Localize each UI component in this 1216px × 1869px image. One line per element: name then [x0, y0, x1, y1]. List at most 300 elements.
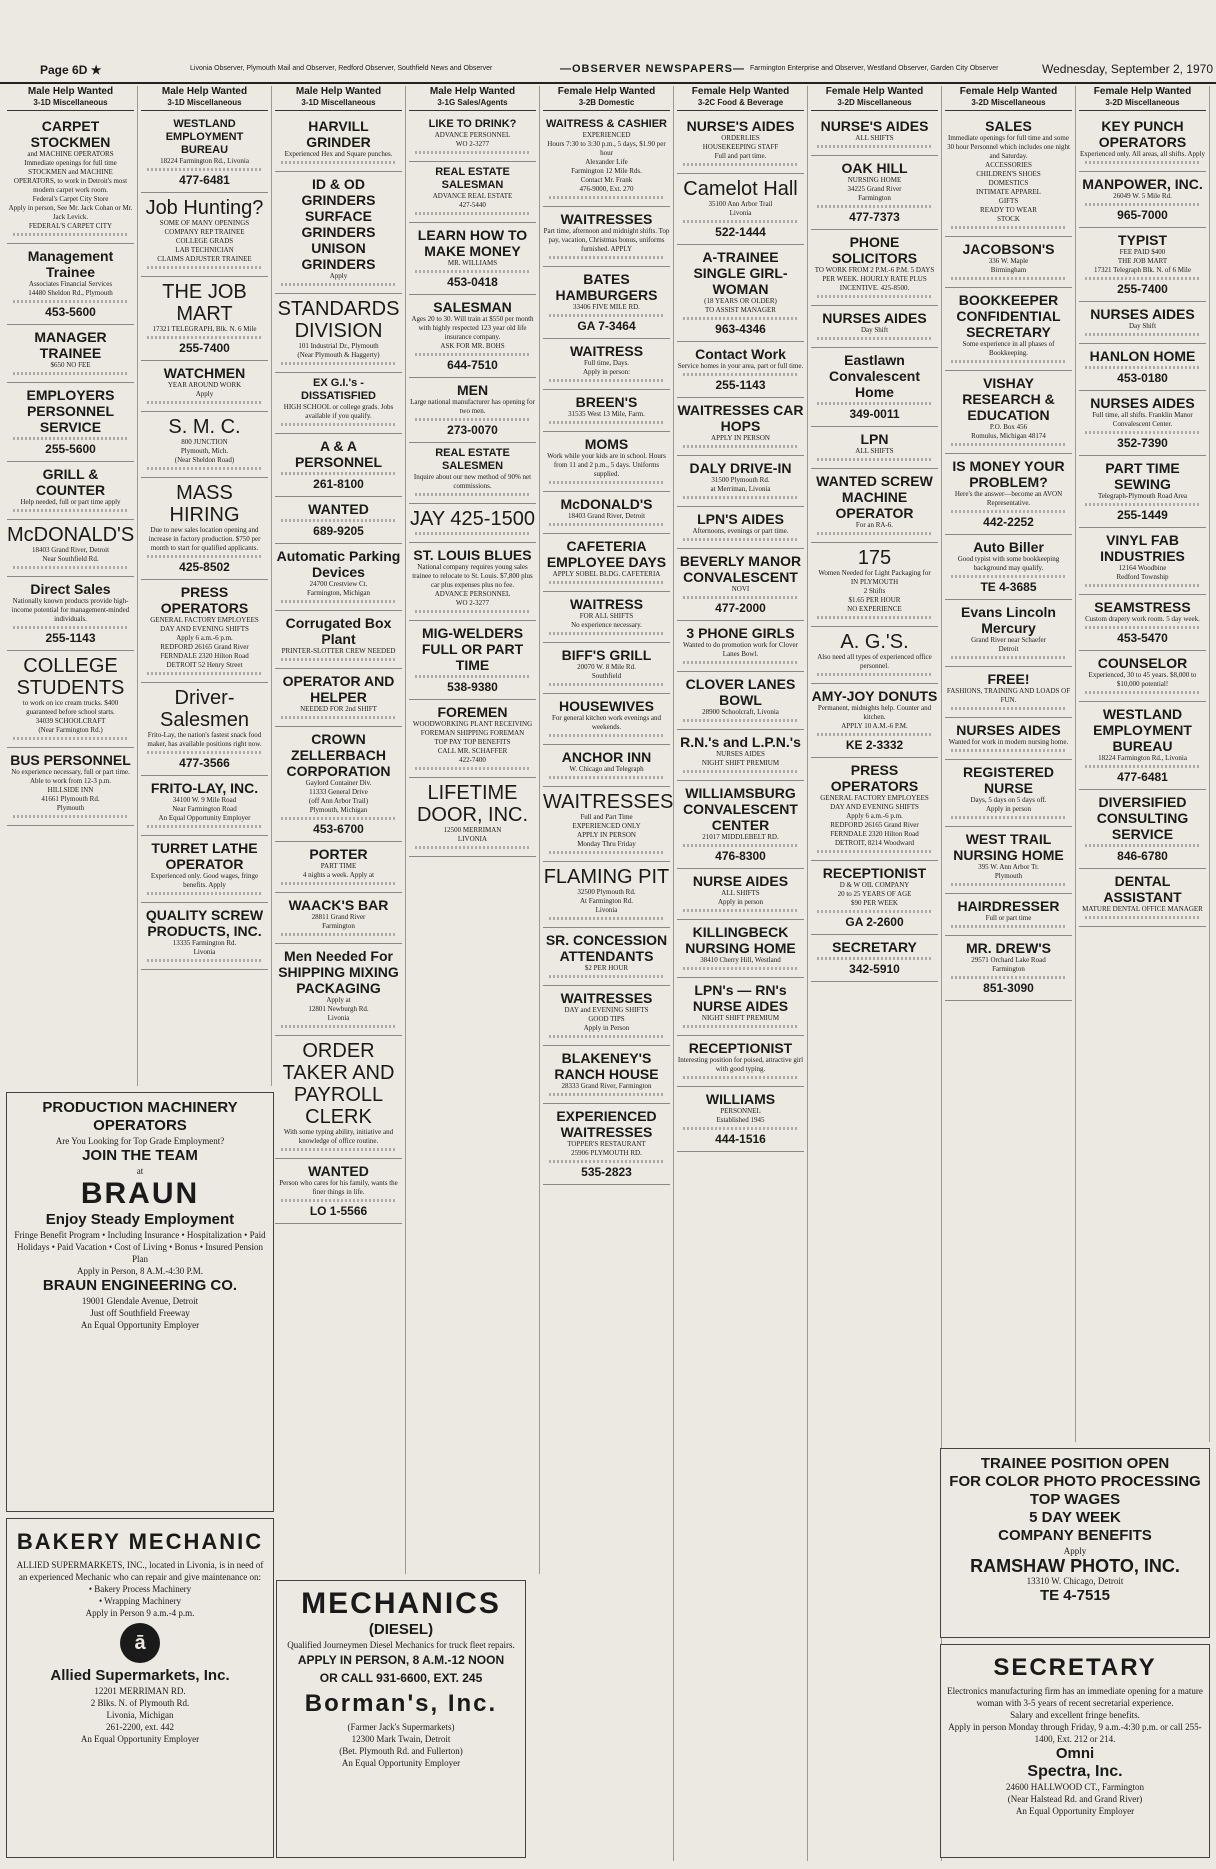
ad-text-line: Apply at: [326, 996, 351, 1004]
ad-text-line: P.O. Box 456: [989, 423, 1028, 431]
classified-ad: [275, 611, 402, 669]
ad-text-line: D & W OIL COMPANY: [839, 881, 910, 889]
fine-print: [817, 145, 932, 148]
ad-text-line: and MACHINE OPERATORS: [27, 150, 114, 158]
ad-headline: VISHAY RESEARCH & EDUCATION: [962, 375, 1055, 423]
classified-ad: [275, 1036, 402, 1159]
ad-text-line: Apply in Person: [583, 1024, 630, 1032]
ad-headline: McDONALD'S: [560, 496, 653, 512]
bakery-item-1: • Bakery Process Machinery: [88, 1584, 192, 1594]
ad-headline: NURSES AIDES: [1090, 395, 1195, 411]
classified-ad: [409, 621, 536, 700]
ad-text-line: ADVANCE PERSONNEL: [434, 590, 511, 598]
classified-ad: [543, 1104, 670, 1185]
fine-print: [817, 532, 932, 535]
classified-column: [674, 86, 808, 1861]
ad-headline: MANAGER TRAINEE: [34, 329, 107, 361]
column-heading: [275, 86, 402, 111]
ad-headline: ID & OD GRINDERS SURFACE GRINDERS UNISON GRINDERS: [301, 176, 376, 272]
ad-headline: Management Trainee: [27, 248, 114, 280]
ad-text-line: Near Southfield Rd.: [42, 555, 99, 563]
ad-text-line: Help needed, full or part time apply: [20, 498, 121, 506]
ad-headline: CLOVER LANES BOWL: [685, 676, 796, 708]
ad-text-line: LIVONIA: [457, 835, 488, 843]
ad-headline: NURSES AIDES: [956, 722, 1061, 738]
classified-ad: [409, 778, 536, 857]
ad-headline: WEST TRAIL NURSING HOME: [953, 831, 1064, 863]
braun-steady: Enjoy Steady Employment: [45, 1211, 235, 1228]
ad-text-line: Also need all types of experienced office personnel.: [817, 653, 932, 670]
classified-ad: [275, 893, 402, 944]
braun-title: PRODUCTION MACHINERY OPERATORS: [42, 1099, 238, 1134]
ad-phone: 255-7400: [1117, 282, 1168, 296]
fine-print: [1085, 844, 1200, 847]
classified-ad: [811, 306, 938, 348]
ad-text-line: ADVANCE REAL ESTATE: [432, 192, 513, 200]
classified-ad: [543, 862, 670, 928]
column-heading: [945, 86, 1072, 111]
ad-text-line: 33406 FIVE MILE RD.: [573, 303, 640, 311]
classified-ad: [1079, 790, 1206, 869]
column-heading-title: Male Help Wanted: [27, 86, 114, 97]
column-heading: [409, 86, 536, 111]
mechanics-directions: (Bet. Plymouth Rd. and Fullerton): [339, 1746, 463, 1756]
braun-eeo: An Equal Opportunity Employer: [80, 1320, 200, 1330]
ad-text-line: Apply: [195, 390, 214, 398]
ad-text-line: ALL SHIFTS: [721, 889, 760, 897]
fine-print: [147, 672, 262, 675]
ad-text-line: IN PLYMOUTH: [850, 578, 899, 586]
ad-text-line: LAB TECHNICIAN: [175, 246, 234, 254]
ad-text-line: Contact Mr. Frank: [580, 176, 633, 184]
ad-headline: SALESMAN: [433, 299, 512, 315]
ad-headline: BOOKKEEPER CONFIDENTIAL SECRETARY: [956, 292, 1061, 340]
classified-ad: [543, 787, 674, 862]
fine-print: [817, 337, 932, 340]
ad-text-line: Service homes in your area, part or full time.: [677, 362, 804, 370]
fine-print: [1085, 277, 1200, 280]
column-heading-sub: 3-2D Miscellaneous: [1105, 98, 1180, 107]
bakery-address-2: 2 Blks. N. of Plymouth Rd.: [90, 1698, 190, 1708]
classified-ad: [1079, 595, 1206, 651]
ad-text-line: REDFORD 26165 Grand River: [830, 821, 919, 829]
ad-text-line: ALL SHIFTS: [855, 134, 894, 142]
spectra-address: 24600 HALLWOOD CT., Farmington: [1006, 1782, 1144, 1792]
fine-print: [683, 909, 798, 912]
fine-print: [549, 314, 664, 317]
fine-print: [549, 256, 664, 259]
classified-ad: [543, 114, 670, 207]
fine-print: [683, 538, 798, 541]
ad-phone: 444-1516: [715, 1132, 766, 1146]
classified-ad: [1079, 302, 1206, 344]
ad-phone: GA 2-2600: [845, 915, 904, 929]
ad-text-line: Grand River near Schaefer: [971, 636, 1046, 644]
classified-ad: [677, 245, 804, 342]
ad-text-line: Interesting position for poised, attractive girl with good typing.: [677, 1056, 804, 1073]
ad-text-line: DETROIT, 8214 Woodward: [834, 839, 915, 847]
classified-ad: [543, 267, 670, 339]
ad-phone: GA 7-3464: [577, 319, 636, 333]
classified-ad: [543, 492, 670, 534]
paper-list-left: Livonia Observer, Plymouth Mail and Observer, Redford Observer, Southfield News and Observer: [190, 65, 493, 72]
fine-print: [415, 493, 530, 496]
ad-text-line: Livonia: [729, 209, 752, 217]
ad-headline: TYPIST: [1117, 232, 1167, 248]
ad-text-line: 35100 Ann Arbor Trail: [708, 200, 773, 208]
ad-text-line: 17321 TELEGRAPH, Blk. N. 6 Mile: [152, 325, 257, 333]
fine-print: [147, 892, 262, 895]
ad-text-line: FASHIONS, TRAINING AND LOADS OF FUN.: [946, 687, 1071, 704]
classified-ad: [141, 114, 268, 193]
fine-print: [951, 925, 1066, 928]
ad-text-line: Here's the answer—become an AVON Representative.: [954, 490, 1063, 507]
classified-ad: [409, 700, 536, 778]
ad-headline: WESTLAND EMPLOYMENT BUREAU: [1093, 706, 1192, 754]
mechanics-eeo: An Equal Opportunity Employer: [341, 1758, 461, 1768]
classified-ad: [275, 373, 402, 434]
ad-headline: MIG-WELDERS FULL OR PART TIME: [421, 625, 524, 673]
ad-text-line: Experienced only. All areas, all shifts. Apply: [1080, 150, 1205, 158]
classified-ad: [409, 504, 536, 543]
fine-print: [549, 196, 664, 199]
fine-print: [415, 353, 530, 356]
ad-text-line: Immediate openings for full time and some 30 hour Personnel which includes one night and Saturday.: [947, 134, 1070, 160]
ad-text-line: Full and part time.: [714, 152, 767, 160]
ad-text-line: Wanted for work in modern nursing home.: [948, 738, 1069, 746]
ad-headline: 175: [857, 547, 892, 569]
ad-headline: DIVERSIFIED CONSULTING SERVICE: [1096, 794, 1189, 842]
ad-text-line: ADVANCE PERSONNEL: [434, 131, 511, 139]
ad-headline: WILLIAMS: [705, 1091, 776, 1107]
ad-headline: LEARN HOW TO MAKE MONEY: [417, 227, 528, 259]
mechanics-company: Borman's, Inc.: [304, 1690, 498, 1717]
classified-ad: [677, 174, 804, 245]
ad-text-line: Plymouth, Michigan: [309, 806, 368, 814]
column-heading: [7, 86, 134, 111]
classified-ad: [811, 469, 938, 543]
ad-text-line: ASK FOR MR. BOHS: [440, 342, 505, 350]
ad-text-line: Southfield: [591, 672, 622, 680]
classified-ad: [543, 694, 670, 745]
ad-text-line: 24700 Crestview Ct.: [309, 580, 368, 588]
ad-text-line: Apply in person, See Mr. Jack Cohan or Mr. Jack Levick.: [8, 204, 133, 221]
ad-headline: FREE!: [987, 671, 1030, 687]
classified-ad: [543, 390, 670, 432]
column-heading-title: Female Help Wanted: [825, 86, 924, 97]
ad-text-line: Days, 5 days on 5 days off.: [970, 796, 1047, 804]
fine-print: [1085, 203, 1200, 206]
fine-print: [951, 883, 1066, 886]
ad-text-line: NURSES AIDES: [716, 750, 765, 758]
fine-print: [951, 575, 1066, 578]
ad-text-line: 18403 Grand River, Detroit: [567, 512, 646, 520]
ad-text-line: STOCK: [997, 215, 1020, 223]
classified-ad: [141, 683, 268, 776]
classified-ad: [677, 730, 804, 781]
fine-print: [415, 418, 530, 421]
fine-print: [683, 967, 798, 970]
ad-text-line: ORDERLIES: [721, 134, 760, 142]
column-heading-title: Female Help Wanted: [557, 86, 656, 97]
classified-column: [942, 86, 1076, 1442]
ad-phone: 522-1444: [715, 225, 766, 239]
ad-headline: LPN: [860, 431, 889, 447]
classified-ad: [811, 543, 938, 627]
classified-ad: [141, 836, 268, 903]
fine-print: [817, 295, 932, 298]
classified-ad: [7, 651, 134, 748]
masthead: —OBSERVER NEWSPAPERS—: [560, 63, 746, 75]
ad-text-line: to work on ice cream trucks. $400 guaranteed before school starts.: [22, 699, 119, 716]
ad-text-line: 26049 W. 5 Mile Rd.: [1113, 192, 1172, 200]
classified-ad: [677, 978, 804, 1036]
classified-ad: [677, 1036, 804, 1087]
ad-headline: FRITO-LAY, INC.: [150, 780, 259, 796]
ad-text-line: 41661 Plymouth Rd.: [41, 795, 100, 803]
fine-print: [817, 402, 932, 405]
braun-apply: Apply in Person, 8 A.M.-4:30 P.M.: [76, 1266, 203, 1276]
classified-ad: [945, 288, 1072, 371]
page-header: [0, 60, 1216, 84]
ramshaw-photo-ad: [940, 1448, 1210, 1638]
classified-ad: [7, 325, 134, 383]
ad-text-line: Plymouth: [994, 872, 1023, 880]
ad-text-line: PERSONNEL: [720, 1107, 761, 1115]
ad-text-line: 18224 Farmington Rd., Livonia: [1098, 754, 1187, 762]
fine-print: [13, 233, 128, 236]
ad-headline: REAL ESTATE SALESMAN: [435, 166, 510, 191]
classified-ad: [1079, 456, 1206, 528]
ad-text-line: ACCESSORIES: [985, 161, 1032, 169]
ad-text-line: 34039 SCHOOLCRAFT: [35, 717, 106, 725]
mechanics-subsidiary: (Farmer Jack's Supermarkets): [347, 1722, 455, 1732]
ad-headline: BREEN'S: [575, 394, 638, 410]
fine-print: [415, 767, 530, 770]
classified-ad: [543, 928, 670, 986]
ad-phone: 255-7400: [179, 341, 230, 355]
ad-text-line: 14480 Sheldon Rd., Plymouth: [28, 289, 113, 297]
ad-headline: Contact Work: [695, 346, 786, 362]
classified-ad: [811, 230, 938, 306]
ad-text-line: W. Chicago and Telegraph: [569, 765, 644, 773]
fine-print: [281, 1199, 396, 1202]
ad-headline: Evans Lincoln Mercury: [961, 604, 1056, 636]
ad-headline: WAACK'S BAR: [288, 897, 389, 913]
classified-ad: [409, 114, 536, 162]
classified-ad: [1079, 528, 1206, 595]
classified-ad: [275, 669, 402, 727]
fine-print: [415, 675, 530, 678]
ad-text-line: Women Needed for Light Packaging for: [818, 569, 931, 577]
ad-phone: 851-3090: [983, 981, 1034, 995]
ad-headline: Direct Sales: [30, 581, 111, 597]
ad-text-line: NIGHT SHIFT PREMIUM: [701, 1014, 780, 1022]
ad-text-line: APPLY IN PERSON: [577, 831, 636, 839]
classified-ad: [1079, 114, 1206, 172]
ad-headline: FLAMING PIT: [543, 866, 670, 888]
classified-ad: [141, 412, 268, 478]
ad-headline: CAFETERIA EMPLOYEE DAYS: [546, 538, 667, 570]
secretary-desc: Electronics manufacturing firm has an immediate opening for a mature woman with 3-5 years of recent secretarial experience.: [947, 1686, 1203, 1708]
ad-headline: REGISTERED NURSE: [962, 764, 1054, 796]
classified-ad: [141, 193, 268, 277]
ad-headline: EXPERIENCED WAITRESSES: [556, 1108, 657, 1140]
ad-phone: 453-0180: [1117, 371, 1168, 385]
classified-ad: [811, 861, 938, 935]
classified-ad: [543, 1046, 670, 1104]
ad-headline: COUNSELOR: [1097, 655, 1188, 671]
column-heading-sub: 3-2D Miscellaneous: [971, 98, 1046, 107]
ad-text-line: Farmington: [992, 965, 1025, 973]
classified-column: [406, 86, 540, 1574]
ad-headline: Eastlawn Convalescent Home: [828, 352, 921, 400]
fine-print: [683, 1127, 798, 1130]
ad-text-line: PART TIME: [320, 862, 357, 870]
ad-text-line: An Equal Opportunity Employer: [158, 814, 251, 822]
fine-print: [147, 959, 262, 962]
classified-ad: [677, 342, 804, 398]
fine-print: [549, 379, 664, 382]
classified-ad: [811, 348, 938, 427]
ad-text-line: 18224 Farmington Rd., Livonia: [160, 157, 249, 165]
ad-headline: WANTED: [308, 1163, 369, 1179]
ad-text-line: Due to new sales location opening and increase in factory production. $750 per month to start for qualified applicants.: [148, 526, 261, 552]
classified-ad: [7, 462, 134, 520]
classified-ad: [141, 277, 268, 361]
ad-text-line: 31535 West 13 Mile, Farm.: [568, 410, 645, 418]
bakery-eeo: An Equal Opportunity Employer: [80, 1734, 200, 1744]
fine-print: [281, 1148, 396, 1151]
column-heading-sub: 3-1D Miscellaneous: [33, 98, 108, 107]
mechanics-title: MECHANICS: [301, 1587, 501, 1620]
classified-ad: [677, 456, 804, 507]
ad-text-line: Livonia: [595, 906, 618, 914]
ad-text-line: Gaylord Container Div.: [305, 779, 372, 787]
fine-print: [13, 815, 128, 818]
bakery-title: BAKERY MECHANIC: [16, 1529, 264, 1554]
fine-print: [415, 610, 530, 613]
ad-text-line: 38410 Cherry Hill, Westland: [700, 956, 781, 964]
ad-headline: WAITRESS: [569, 343, 644, 359]
bakery-phone: 261-2200, ext. 442: [106, 1722, 174, 1732]
ad-phone: 689-9205: [313, 524, 364, 538]
classified-ad: [945, 827, 1072, 894]
trainee-apply: Apply: [1063, 1546, 1087, 1556]
ad-text-line: Near Farmington Road: [172, 805, 237, 813]
column-heading: [677, 86, 804, 111]
ad-phone: LO 1-5566: [309, 1204, 368, 1218]
ad-headline: EMPLOYERS PERSONNEL SERVICE: [26, 387, 115, 435]
ad-headline: JAY 425-1500: [410, 508, 535, 530]
fine-print: [281, 882, 396, 885]
fine-print: [281, 283, 396, 286]
fine-print: [147, 467, 262, 470]
ad-headline: PHONE SOLICITORS: [831, 234, 918, 266]
ad-text-line: 28333 Grand River, Farmington: [561, 1082, 652, 1090]
ad-headline: HOUSEWIVES: [559, 698, 654, 714]
ad-text-line: Ages 20 to 30. Will train at $550 per month with highly respected 123 year old life insurance company.: [411, 315, 534, 341]
fine-print: [147, 336, 262, 339]
ad-text-line: APPLY 10 A.M.-6 P.M.: [841, 722, 908, 730]
classified-ad: [275, 944, 402, 1036]
ad-text-line: National company requires young sales trainee to relocate to St. Louis. $7,800 plus car plus expenses plus no fee.: [412, 563, 533, 589]
classified-ad: [677, 621, 804, 672]
fine-print: [1085, 916, 1200, 919]
fine-print: [683, 770, 798, 773]
fine-print: [549, 734, 664, 737]
ad-text-line: Afternoons, evenings or part time.: [692, 527, 789, 535]
fine-print: [683, 596, 798, 599]
classified-ad: [811, 156, 938, 230]
ad-text-line: HOUSEKEEPING STAFF: [702, 143, 779, 151]
fine-print: [951, 656, 1066, 659]
ad-headline: A & A PERSONNEL: [294, 438, 383, 470]
ad-headline: RECEPTIONIST: [822, 865, 927, 881]
trainee-wages: TOP WAGES: [1029, 1491, 1121, 1508]
classified-ad: [677, 672, 804, 730]
ad-headline: SEAMSTRESS: [1094, 599, 1191, 615]
classified-ad: [945, 760, 1072, 827]
ad-text-line: Apply: [329, 272, 348, 280]
ad-text-line: at Merriman, Livonia: [710, 485, 771, 493]
classified-ad: [945, 718, 1072, 760]
ad-phone: 965-7000: [1117, 208, 1168, 222]
classified-ad: [275, 434, 402, 497]
ad-phone: 477-2000: [715, 601, 766, 615]
fine-print: [549, 683, 664, 686]
classified-ad: [811, 935, 938, 982]
ad-text-line: Livonia: [327, 1014, 350, 1022]
ad-phone: KE 2-3332: [845, 738, 904, 752]
ad-text-line: Custom drapery work room. 5 day week.: [1085, 615, 1200, 623]
fine-print: [951, 226, 1066, 229]
ad-headline: A. G.'S.: [840, 631, 909, 653]
fine-print: [817, 733, 932, 736]
ad-text-line: For general kitchen work evenings and weekends.: [551, 714, 662, 731]
ad-headline: DENTAL ASSISTANT: [1103, 873, 1182, 905]
ad-headline: LPN'S AIDES: [697, 511, 784, 527]
fine-print: [281, 519, 396, 522]
classified-ad: [543, 592, 670, 643]
ad-text-line: GIFTS: [998, 197, 1019, 205]
ad-text-line: DETROIT 52 Henry Street: [166, 661, 243, 669]
ad-headline: TURRET LATHE OPERATOR: [151, 840, 258, 872]
classified-ad: [945, 237, 1072, 288]
column-heading-title: Male Help Wanted: [161, 86, 248, 97]
fine-print: [549, 1160, 664, 1163]
ad-text-line: Telegraph-Plymouth Road Area: [1098, 492, 1187, 500]
ad-text-line: 336 W. Maple: [988, 257, 1029, 265]
ad-text-line: Full and Part Time: [580, 813, 633, 821]
ad-text-line: CALL MR. SCHAFFER: [437, 747, 508, 755]
ad-phone: 453-0418: [447, 275, 498, 289]
fine-print: [683, 844, 798, 847]
fine-print: [1085, 161, 1200, 164]
ad-headline: COLLEGE STUDENTS: [16, 655, 125, 699]
ad-headline: NURSES AIDES: [822, 310, 927, 326]
ad-text-line: Part time, afternoon and midnight shifts. Top pay, vacation, Christmas bonus, uniforms furnished. APPLY: [543, 227, 670, 253]
fine-print: [1085, 503, 1200, 506]
ad-headline: IS MONEY YOUR PROBLEM?: [952, 458, 1065, 490]
column-heading-title: Female Help Wanted: [959, 86, 1058, 97]
classified-ad: [677, 869, 804, 920]
ad-headline: HANLON HOME: [1089, 348, 1196, 364]
ad-headline: NURSE AIDES: [692, 873, 789, 889]
ad-headline: S. M. C.: [168, 416, 241, 438]
ad-text-line: 17321 Telegraph Blk. N. of 6 Mile: [1094, 266, 1191, 274]
ad-text-line: ALL SHIFTS: [855, 447, 894, 455]
